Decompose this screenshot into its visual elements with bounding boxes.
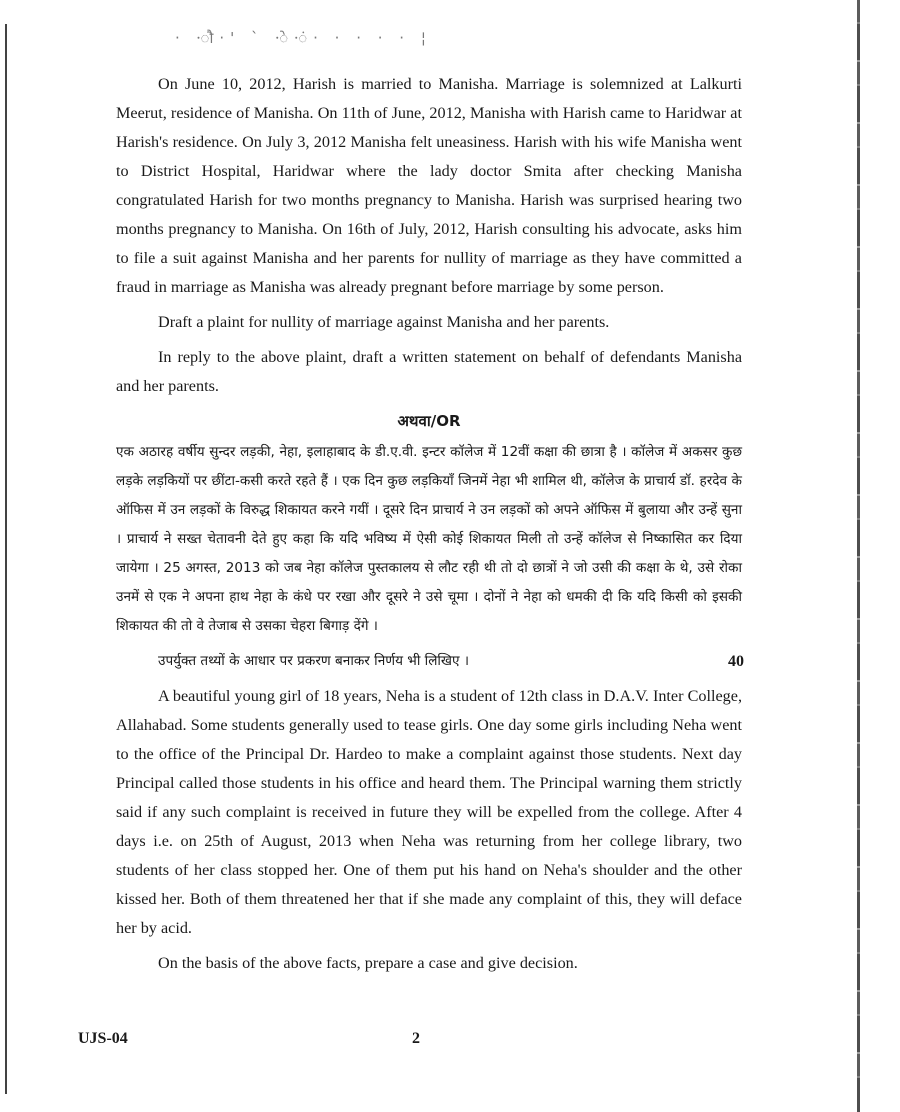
scan-edge-left xyxy=(5,24,7,1094)
paper-code: UJS-04 xyxy=(78,1030,128,1047)
page-number: 2 xyxy=(412,1030,420,1047)
paragraph-harish-facts: On June 10, 2012, Harish is married to Manisha. Marriage is solemnized at Lalkurti Meerut, residence of Manisha. On 11th of June, 2012, Manisha with Harish came to Haridwar at Harish's residence. On July 3, 2012 Manisha felt uneasiness. Harish with his wife Manisha went to District Hospital, Haridwar where the lady doctor Smita after checking Manisha congratulated Harish for two months pregnancy to Manisha. Harish was surprised hearing two months pregnancy to Manisha. On 16th of July, 2012, Harish consulting his advocate, asks him to file a suit against Manisha and her parents for nullity of marriage as they have committed a fraud in marriage as Manisha was already pregnant before marriage by some person. xyxy=(116,75,742,296)
paragraph-plaint-task: Draft a plaint for nullity of marriage against Manisha and her parents. xyxy=(158,313,610,331)
marks: 40 xyxy=(728,653,744,670)
paragraph-written-statement-task: In reply to the above plaint, draft a written statement on behalf of defendants Manisha and her parents. xyxy=(116,348,742,395)
page-content xyxy=(116,70,742,978)
paragraph-neha-facts-hindi: एक अठारह वर्षीय सुन्दर लड़की, नेहा, इलाहाबाद के डी.ए.वी. इन्टर कॉलेज में 12वीं कक्षा की छात्रा है । कॉलेज में अकसर कुछ लड़के लड़कियों पर छींटा-कसी करते रहते हैं । एक दिन कुछ लड़कियाँ जिनमें नेहा भी शामिल थी, कॉलेज के प्राचार्य डॉ. हरदेव के ऑफिस में उन लड़कों के विरुद्ध शिकायत करने गयीं । दूसरे दिन प्राचार्य ने उन लड़कों को अपने ऑफिस में बुलाया और उन्हें सुना । प्राचार्य ने सख्त चेतावनी देते हुए कहा कि यदि भविष्य में ऐसी कोई शिकायत मिली तो उन्हें कॉलेज से निष्कासित कर दिया जायेगा । 25 अगस्त, 2013 को जब नेहा कॉलेज पुस्तकालय से लौट रही थी तो दो छात्रों ने जो उसी की कक्षा के थे, उसे रोका उनमें से एक ने अपना हाथ नेहा के कंधे पर रखा और दूसरे ने उसे चूमा । दोनों ने नेहा को धमकी दी कि यदि किसी को इसकी शिकायत की तो वे तेजाब से उसका चेहरा बिगाड़ देंगे । xyxy=(116,444,743,634)
question-hindi: उपर्युक्त तथ्यों के आधार पर प्रकरण बनाकर निर्णय भी लिखिए । xyxy=(158,653,470,669)
or-heading: अथवा/OR xyxy=(397,412,461,430)
scan-noise: · ·ौ·' ` ·े·ं· · · · · ¦ xyxy=(175,29,432,47)
paragraph-neha-facts-english: A beautiful young girl of 18 years, Neha is a student of 12th class in D.A.V. Inter College, Allahabad. Some students generally used to tease girls. One day some girls including Neha went to the office of the Principal Dr. Hardeo to make a complaint against those students. Next day Principal called those students in his office and heard them. The Principal warning them strictly said if any such complaint is received in future they will be expelled from the college. After 4 days i.e. on 25th of August, 2013 when Neha was returning from her college library, two students of her class stopped her. One of them put his hand on Neha's shoulder and the other kissed her. Both of them threatened her that if she made any complaint of this, they will deface her by acid. xyxy=(116,687,742,937)
question-english: On the basis of the above facts, prepare a case and give decision. xyxy=(158,954,578,972)
question-hindi-row xyxy=(116,647,742,676)
scan-edge-right xyxy=(857,0,860,1112)
